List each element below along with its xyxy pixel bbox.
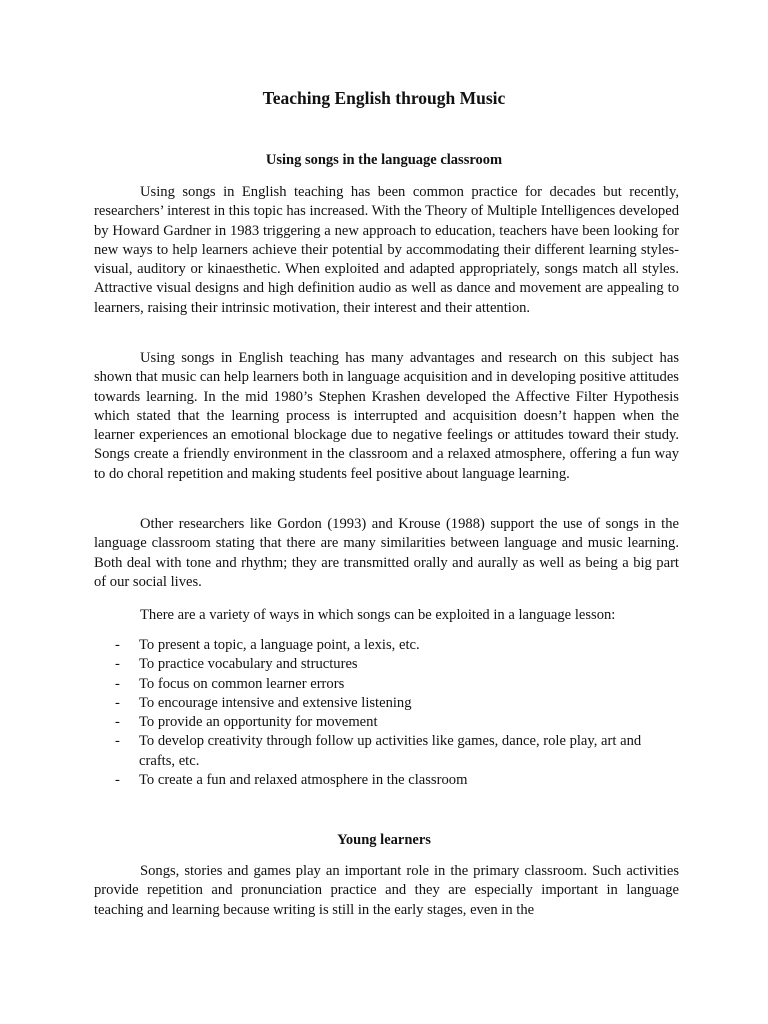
list-item-text: To focus on common learner errors bbox=[139, 675, 345, 692]
list-item-text: To provide an opportunity for movement bbox=[139, 714, 378, 731]
list-item bbox=[94, 732, 679, 771]
paragraph: Other researchers like Gordon (1993) and Krouse (1988) support the use of songs in the language classroom stating that there are many similarities between language and music learning. Both deal with tone and rhythm; they are transmitted orally and aurally as well as being a big part of our social lives. bbox=[94, 516, 679, 590]
document-title: Teaching English through Music bbox=[262, 88, 506, 108]
list-marker: - bbox=[115, 637, 120, 653]
list-item bbox=[94, 694, 679, 713]
section-heading-songs: Using songs in the language classroom bbox=[265, 152, 503, 168]
list-item bbox=[94, 636, 679, 655]
list-item-text: To present a topic, a language point, a lexis, etc. bbox=[139, 637, 420, 653]
list-item-text: To encourage intensive and extensive listening bbox=[139, 694, 412, 711]
paragraph: Using songs in English teaching has many advantages and research on this subject has shown that music can help learners both in language acquisition and in developing positive attitudes towards learning. In the mid 1980’s Stephen Krashen developed the Affective Filter Hypothesis which stated that the learning process is interrupted and acquisition doesn’t happen when the learner experiences an emotional blockage due to negative feelings or attitudes toward their study. Songs create a friendly environment in the classroom and a relaxed atmosphere, offering a fun way to do choral repetition and making students feel positive about language learning. bbox=[94, 350, 679, 482]
list-marker: - bbox=[115, 656, 120, 673]
paragraph: Using songs in English teaching has been common practice for decades but recently, researchers’ interest in this topic has increased. With the Theory of Multiple Intelligences developed by Howard Gardner in 1983 triggering a new approach to education, teachers have been looking for new ways to help learners achieve their potential by accommodating their different learning styles-visual, auditory or kinaesthetic. When exploited and adapted appropriately, songs match all styles. Attractive visual designs and high definition audio as well as dance and movement are appealing to learners, raising their intrinsic motivation, their interest and their attention. bbox=[94, 184, 679, 316]
list-marker: - bbox=[115, 694, 120, 711]
section-heading-young-learners: Young learners bbox=[337, 832, 431, 848]
list-item bbox=[94, 713, 679, 732]
list-marker: - bbox=[115, 772, 120, 789]
list-item bbox=[94, 771, 679, 790]
list-marker: - bbox=[115, 733, 120, 750]
list-marker: - bbox=[115, 714, 120, 731]
list-item-text: To practice vocabulary and structures bbox=[139, 656, 358, 673]
list-item-text: To create a fun and relaxed atmosphere in the classroom bbox=[139, 772, 468, 789]
list-item bbox=[94, 655, 679, 674]
uses-list bbox=[94, 636, 679, 790]
paragraph: There are a variety of ways in which songs can be exploited in a language lesson: bbox=[140, 607, 616, 623]
list-marker: - bbox=[115, 675, 120, 692]
list-item bbox=[94, 675, 679, 694]
paragraph: Songs, stories and games play an important role in the primary classroom. Such activities provide repetition and pronunciation practice and they are especially important in language teaching and learning because writing is still in the early stages, even in the bbox=[94, 863, 679, 918]
list-item-text: To develop creativity through follow up activities like games, dance, role play, art and crafts, etc. bbox=[139, 733, 642, 769]
